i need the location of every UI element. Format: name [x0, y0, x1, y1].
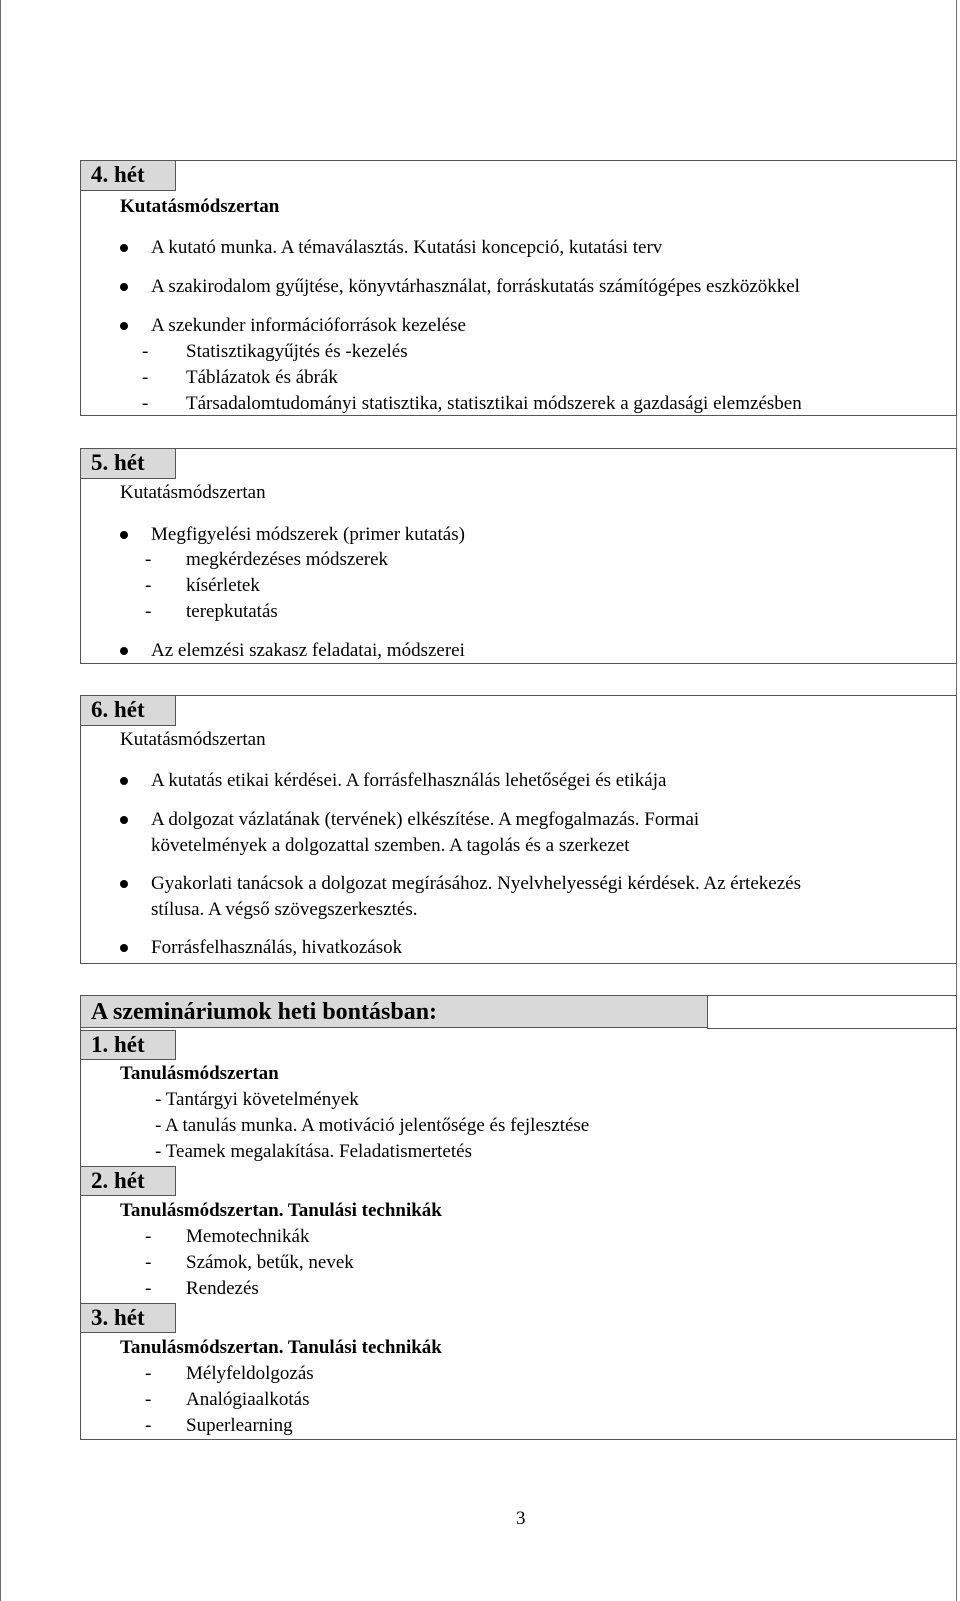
dash: - — [142, 341, 149, 362]
seminar-week3-label: 3. hét — [81, 1303, 176, 1333]
week4-heading: Kutatásmódszertan — [120, 196, 280, 217]
seminar-week2-label: 2. hét — [81, 1166, 176, 1196]
seminar-week3-item-3: Superlearning — [186, 1415, 293, 1436]
bullet-icon — [120, 944, 128, 952]
week5-subitem-2: kísérletek — [186, 575, 260, 596]
seminar-week1-item-1: - Tantárgyi követelmények — [155, 1089, 359, 1110]
seminar-week2-item-2: Számok, betűk, nevek — [186, 1252, 354, 1273]
week4-subitem-3: Társadalomtudományi statisztika, statisztikai módszerek a gazdasági elemzésben — [186, 393, 802, 414]
week5-heading: Kutatásmódszertan — [120, 482, 266, 503]
dash: - — [145, 1226, 152, 1247]
week4-label: 4. hét — [81, 161, 176, 191]
week4-bullet-2: A szakirodalom gyűjtése, könyvtárhasználat, forráskutatás számítógépes eszközökkel — [151, 276, 800, 297]
bullet-icon — [120, 531, 128, 539]
week5-subitem-1: megkérdezéses módszerek — [186, 549, 389, 570]
week4-subitem-2: Táblázatok és ábrák — [186, 367, 338, 388]
dash: - — [145, 1278, 152, 1299]
week6-bullet-4: Forrásfelhasználás, hivatkozások — [151, 937, 403, 958]
dash: - — [145, 575, 152, 596]
week6-bullet-2-line-2: követelmények a dolgozattal szemben. A tagolás és a szerkezet — [151, 835, 630, 856]
bullet-icon — [120, 647, 128, 655]
week4-bullet-1: A kutató munka. A témaválasztás. Kutatási koncepció, kutatási terv — [151, 237, 663, 258]
bullet-icon — [120, 322, 128, 330]
seminar-week2-item-3: Rendezés — [186, 1278, 259, 1299]
seminar-week3-item-1: Mélyfeldolgozás — [186, 1363, 314, 1384]
page-border-left — [0, 0, 1, 1601]
week4-subitem-1: Statisztikagyűjtés és -kezelés — [186, 341, 408, 362]
week6-bullet-2-line-1: A dolgozat vázlatának (tervének) elkészítése. A megfogalmazás. Formai — [151, 809, 700, 830]
bullet-icon — [120, 880, 128, 888]
seminars-title: A szemináriumok heti bontásban: — [81, 996, 708, 1028]
bullet-icon — [120, 283, 128, 291]
seminar-week1-item-3: - Teamek megalakítása. Feladatismertetés — [155, 1141, 472, 1162]
seminar-week3-heading: Tanulásmódszertan. Tanulási technikák — [120, 1337, 442, 1358]
bullet-icon — [120, 244, 128, 252]
week6-bullet-3-line-1: Gyakorlati tanácsok a dolgozat megírásához. Nyelvhelyességi kérdések. Az értekezés — [151, 873, 801, 894]
week5-bullet-1: Megfigyelési módszerek (primer kutatás) — [151, 524, 465, 545]
week5-subitem-3: terepkutatás — [186, 601, 278, 622]
week5-label: 5. hét — [81, 449, 176, 479]
seminar-week2-heading: Tanulásmódszertan. Tanulási technikák — [120, 1200, 442, 1221]
seminar-week1-heading: Tanulásmódszertan — [120, 1063, 279, 1084]
seminar-week1-item-2: - A tanulás munka. A motiváció jelentősége és fejlesztése — [155, 1115, 590, 1136]
dash: - — [145, 1363, 152, 1384]
seminar-week2-item-1: Memotechnikák — [186, 1226, 310, 1247]
dash: - — [142, 393, 149, 414]
page-number: 3 — [516, 1508, 526, 1529]
bullet-icon — [120, 816, 128, 824]
week6-bullet-1: A kutatás etikai kérdései. A forrásfelhasználás lehetőségei és etikája — [151, 770, 667, 791]
week6-bullet-3-line-2: stílusa. A végső szövegszerkesztés. — [151, 899, 418, 920]
dash: - — [145, 549, 152, 570]
dash: - — [145, 1252, 152, 1273]
week5-bullet-2: Az elemzési szakasz feladatai, módszerei — [151, 640, 465, 661]
dash: - — [142, 367, 149, 388]
seminars-title-right-cell — [707, 995, 957, 1029]
seminar-week1-label: 1. hét — [81, 1030, 176, 1060]
week6-label: 6. hét — [81, 696, 176, 726]
week6-heading: Kutatásmódszertan — [120, 729, 266, 750]
dash: - — [145, 1389, 152, 1410]
week4-bullet-3: A szekunder információforrások kezelése — [151, 315, 466, 336]
dash: - — [145, 601, 152, 622]
dash: - — [145, 1415, 152, 1436]
bullet-icon — [120, 777, 128, 785]
seminar-week3-item-2: Analógiaalkotás — [186, 1389, 310, 1410]
